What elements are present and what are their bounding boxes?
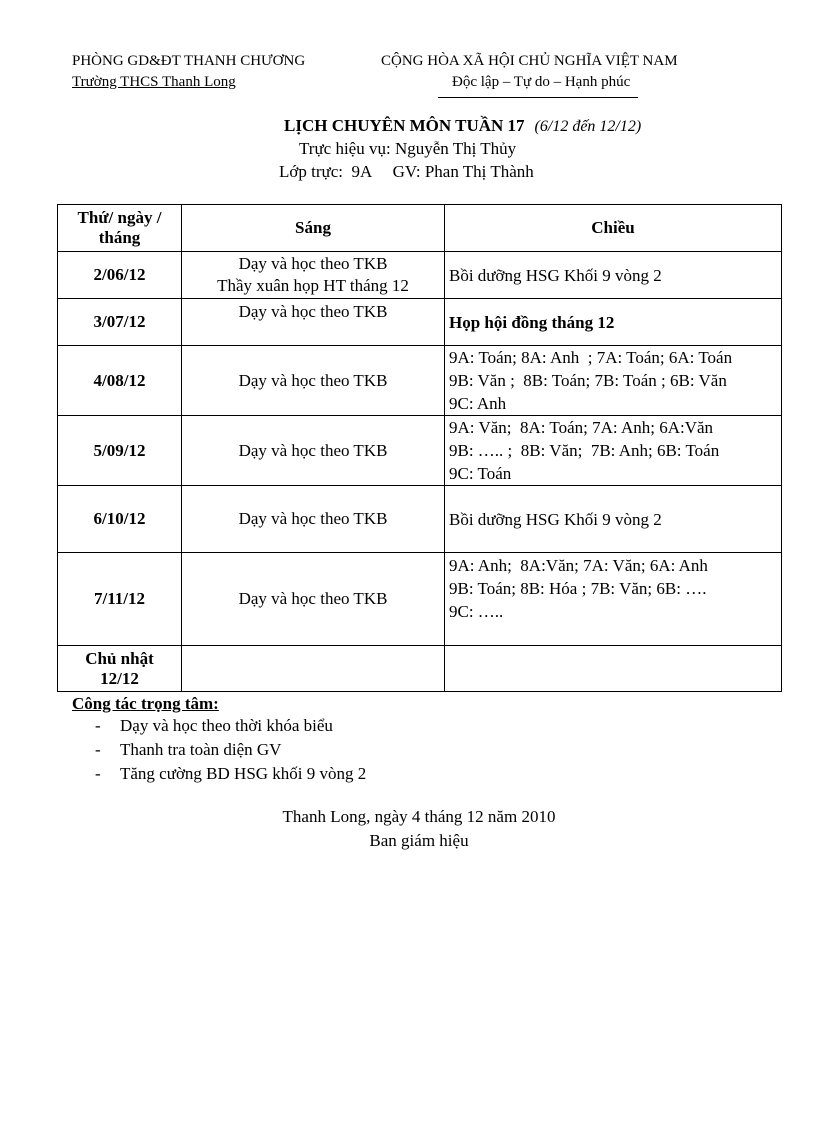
row-morning xyxy=(182,252,445,299)
row-day: 3/07/12 xyxy=(58,299,182,346)
page-title: LỊCH CHUYÊN MÔN TUẦN 17 xyxy=(284,116,525,135)
row-morning xyxy=(182,553,445,646)
morning-line: Dạy và học theo TKB xyxy=(238,302,388,321)
table-header-row xyxy=(58,205,782,252)
department-name: PHÒNG GD&ĐT THANH CHƯƠNG xyxy=(72,53,306,69)
schedule-table xyxy=(57,204,782,692)
morning-line: Dạy và học theo TKB xyxy=(238,509,388,528)
afternoon-line: 9A: Văn; 8A: Toán; 7A: Anh; 6A:Văn xyxy=(449,418,714,437)
row-afternoon xyxy=(445,252,782,299)
morning-line: Dạy và học theo TKB xyxy=(238,370,388,390)
national-title: CỘNG HÒA XÃ HỘI CHỦ NGHĨA VIỆT NAM xyxy=(381,53,678,69)
table-row xyxy=(58,553,782,646)
afternoon-line: 9C: ….. xyxy=(449,602,504,621)
afternoon-line: 9A: Anh; 8A:Văn; 7A: Văn; 6A: Anh xyxy=(449,556,708,575)
focus-item-text: Thanh tra toàn diện GV xyxy=(120,740,282,759)
focus-list xyxy=(95,714,366,786)
afternoon-line: Bồi dưỡng HSG Khối 9 vòng 2 xyxy=(449,509,662,529)
header-day: Thứ/ ngày / tháng xyxy=(58,205,182,252)
header-morning: Sáng xyxy=(182,205,445,252)
table-row xyxy=(58,646,782,692)
row-afternoon xyxy=(445,416,782,486)
school-name: Trường THCS Thanh Long xyxy=(72,74,236,90)
focus-item-text: Tăng cường BD HSG khối 9 vòng 2 xyxy=(120,764,367,783)
place-date: Thanh Long, ngày 4 tháng 12 năm 2010 xyxy=(282,807,556,826)
focus-item-text: Dạy và học theo thời khóa biểu xyxy=(120,716,333,735)
row-afternoon xyxy=(445,646,782,692)
row-morning xyxy=(182,486,445,553)
row-afternoon xyxy=(445,486,782,553)
afternoon-line: Họp hội đồng tháng 12 xyxy=(449,312,615,332)
focus-title: Công tác trọng tâm: xyxy=(72,694,219,713)
row-day: 2/06/12 xyxy=(58,252,182,299)
afternoon-line: 9C: Toán xyxy=(449,464,512,483)
afternoon-line: 9A: Toán; 8A: Anh ; 7A: Toán; 6A: Toán xyxy=(449,348,733,367)
row-afternoon xyxy=(445,346,782,416)
morning-line: Dạy và học theo TKB xyxy=(238,589,388,608)
header-afternoon: Chiều xyxy=(445,205,782,252)
row-day: 4/08/12 xyxy=(58,346,182,416)
row-day: 7/11/12 xyxy=(58,553,182,646)
morning-line: Dạy và học theo TKB xyxy=(238,254,388,273)
afternoon-line: Bồi dưỡng HSG Khối 9 vòng 2 xyxy=(449,265,662,285)
afternoon-line: 9B: Văn ; 8B: Toán; 7B: Toán ; 6B: Văn xyxy=(449,371,727,390)
afternoon-line: 9B: ….. ; 8B: Văn; 7B: Anh; 6B: Toán xyxy=(449,441,720,460)
row-morning xyxy=(182,416,445,486)
afternoon-line: 9B: Toán; 8B: Hóa ; 7B: Văn; 6B: …. xyxy=(449,579,707,598)
national-motto: Độc lập – Tự do – Hạnh phúc xyxy=(452,74,631,90)
list-item: - Dạy và học theo thời khóa biểu xyxy=(95,716,333,735)
list-item: - Thanh tra toàn diện GV xyxy=(95,740,282,759)
morning-line: Dạy và học theo TKB xyxy=(238,440,388,460)
table-row xyxy=(58,299,782,346)
week-dates: (6/12 đến 12/12) xyxy=(534,118,642,135)
row-afternoon xyxy=(445,553,782,646)
table-row xyxy=(58,486,782,553)
signer: Ban giám hiệu xyxy=(369,831,469,850)
row-day: 6/10/12 xyxy=(58,486,182,553)
row-morning xyxy=(182,646,445,692)
table-row xyxy=(58,416,782,486)
row-afternoon xyxy=(445,299,782,346)
class-line: Lớp trực: 9A GV: Phan Thị Thành xyxy=(279,162,534,181)
afternoon-line: 9C: Anh xyxy=(449,394,507,413)
row-morning xyxy=(182,299,445,346)
motto-underline xyxy=(438,97,638,98)
row-morning xyxy=(182,346,445,416)
duty-line: Trực hiệu vụ: Nguyễn Thị Thủy xyxy=(299,139,517,158)
row-day: 5/09/12 xyxy=(58,416,182,486)
table-row xyxy=(58,346,782,416)
table-row xyxy=(58,252,782,299)
list-item: - Tăng cường BD HSG khối 9 vòng 2 xyxy=(95,764,367,783)
page-title-block xyxy=(284,116,641,136)
row-day: Chủ nhật 12/12 xyxy=(58,646,182,692)
morning-line: Thầy xuân họp HT tháng 12 xyxy=(217,276,409,295)
